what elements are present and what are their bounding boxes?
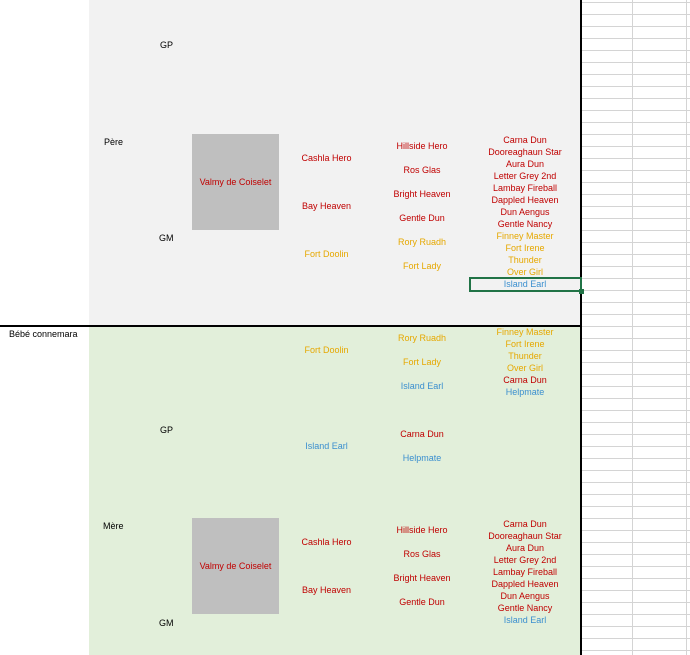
empty-cell[interactable]: [279, 86, 375, 135]
empty-cell[interactable]: [374, 494, 471, 519]
pedigree-cell[interactable]: Bright Heaven: [374, 566, 471, 591]
pedigree-cell[interactable]: Fort Doolin: [279, 230, 375, 279]
pedigree-cell[interactable]: Carna Dun: [470, 374, 581, 387]
pedigree-cell[interactable]: Finney Master: [470, 230, 581, 243]
pedigree-cell[interactable]: Dappled Heaven: [470, 194, 581, 207]
empty-cell[interactable]: [279, 278, 375, 327]
empty-cell[interactable]: [374, 302, 471, 327]
pedigree-cell[interactable]: Fort Doolin: [279, 326, 375, 375]
pedigree-cell[interactable]: Bay Heaven: [279, 182, 375, 231]
pedigree-cell[interactable]: Fort Lady: [374, 350, 471, 375]
pedigree-cell[interactable]: Aura Dun: [470, 158, 581, 171]
pedigree-cell[interactable]: Dooreaghaun Star: [470, 146, 581, 159]
pedigree-cell[interactable]: Bright Heaven: [374, 182, 471, 207]
pedigree-cell[interactable]: Gentle Nancy: [470, 602, 581, 615]
pedigree-cell[interactable]: Gentle Dun: [374, 590, 471, 615]
pere-block[interactable]: [89, 0, 141, 327]
pedigree-cell[interactable]: Carna Dun: [470, 134, 581, 147]
empty-cell[interactable]: [374, 278, 471, 303]
pedigree-cell[interactable]: Ros Glas: [374, 542, 471, 567]
fill-handle[interactable]: [579, 289, 584, 294]
mere-gp-label: GP: [160, 425, 174, 435]
empty-cell[interactable]: [374, 0, 471, 15]
pere-gp-label: GP: [160, 40, 174, 50]
pedigree-cell[interactable]: Carna Dun: [374, 422, 471, 447]
pedigree-cell[interactable]: Letter Grey 2nd: [470, 554, 581, 567]
mere-block[interactable]: [89, 326, 141, 655]
pedigree-cell[interactable]: Lambay Fireball: [470, 182, 581, 195]
empty-cell[interactable]: [279, 38, 375, 87]
pedigree-cell[interactable]: Rory Ruadh: [374, 230, 471, 255]
pedigree-cell[interactable]: Bay Heaven: [279, 566, 375, 615]
pedigree-cell[interactable]: Ros Glas: [374, 158, 471, 183]
pedigree-cell[interactable]: Dun Aengus: [470, 590, 581, 603]
pedigree-cell[interactable]: Dappled Heaven: [470, 578, 581, 591]
pedigree-cell[interactable]: Gentle Dun: [374, 206, 471, 231]
empty-cell[interactable]: [374, 38, 471, 63]
root-label: Bébé connemara: [9, 329, 78, 339]
pedigree-cell[interactable]: Valmy de Coiselet: [192, 518, 280, 615]
empty-cell[interactable]: [279, 374, 375, 423]
pedigree-cell[interactable]: Hillside Hero: [374, 518, 471, 543]
pedigree-cell[interactable]: Island Earl: [279, 422, 375, 471]
mere-gp-cell[interactable]: [140, 326, 193, 519]
pedigree-cell[interactable]: Cashla Hero: [279, 134, 375, 183]
pedigree-cell[interactable]: Island Earl: [374, 374, 471, 399]
empty-cell[interactable]: [279, 614, 375, 655]
pedigree-cell[interactable]: Gentle Nancy: [470, 218, 581, 231]
empty-cell[interactable]: [192, 326, 280, 519]
pedigree-cell[interactable]: Valmy de Coiselet: [192, 134, 280, 231]
pedigree-cell[interactable]: Helpmate: [470, 386, 581, 399]
empty-cell[interactable]: [279, 0, 375, 39]
mere-gm-label: GM: [159, 618, 174, 628]
gridline: [686, 0, 687, 655]
pedigree-cell[interactable]: Over Girl: [470, 362, 581, 375]
empty-cell[interactable]: [374, 14, 471, 39]
pedigree-cell[interactable]: Helpmate: [374, 446, 471, 471]
empty-cell[interactable]: [279, 470, 375, 519]
section-divider: [0, 325, 580, 327]
pedigree-cell[interactable]: Cashla Hero: [279, 518, 375, 567]
empty-cell[interactable]: [374, 398, 471, 423]
pedigree-cell[interactable]: Dun Aengus: [470, 206, 581, 219]
pedigree-cell[interactable]: Over Girl: [470, 266, 581, 279]
empty-cell[interactable]: [192, 0, 280, 135]
pedigree-cell[interactable]: Aura Dun: [470, 542, 581, 555]
pere-gm-label: GM: [159, 233, 174, 243]
empty-cell[interactable]: [470, 650, 581, 655]
pedigree-cell[interactable]: Thunder: [470, 350, 581, 363]
selected-cell-outline[interactable]: [469, 277, 582, 292]
pere-gm-cell[interactable]: [140, 134, 193, 327]
pedigree-cell[interactable]: Rory Ruadh: [374, 326, 471, 351]
mere-label: Mère: [103, 521, 124, 531]
empty-cell[interactable]: [374, 638, 471, 655]
empty-cell[interactable]: [374, 62, 471, 87]
pedigree-cell[interactable]: Fort Irene: [470, 338, 581, 351]
pedigree-cell[interactable]: Thunder: [470, 254, 581, 267]
empty-cell[interactable]: [374, 470, 471, 495]
pedigree-cell[interactable]: Carna Dun: [470, 518, 581, 531]
pedigree-cell[interactable]: Fort Irene: [470, 242, 581, 255]
pedigree-cell[interactable]: Dooreaghaun Star: [470, 530, 581, 543]
pere-label: Père: [104, 137, 124, 147]
empty-cell[interactable]: [192, 614, 280, 655]
pere-gp-cell[interactable]: [140, 0, 193, 135]
pedigree-cell[interactable]: Letter Grey 2nd: [470, 170, 581, 183]
pedigree-cell[interactable]: Island Earl: [470, 614, 581, 627]
gridline: [632, 0, 633, 655]
empty-cell[interactable]: [374, 86, 471, 111]
pedigree-cell[interactable]: Lambay Fireball: [470, 566, 581, 579]
pedigree-cell[interactable]: Hillside Hero: [374, 134, 471, 159]
pedigree-cell[interactable]: Island Earl: [470, 278, 581, 291]
pedigree-cell[interactable]: Finney Master: [470, 326, 581, 339]
empty-cell[interactable]: [374, 614, 471, 639]
pedigree-cell[interactable]: Fort Lady: [374, 254, 471, 279]
empty-cell[interactable]: [192, 230, 280, 327]
mere-gm-cell[interactable]: [140, 518, 193, 655]
empty-cell[interactable]: [374, 110, 471, 135]
table-right-border: [580, 0, 582, 655]
